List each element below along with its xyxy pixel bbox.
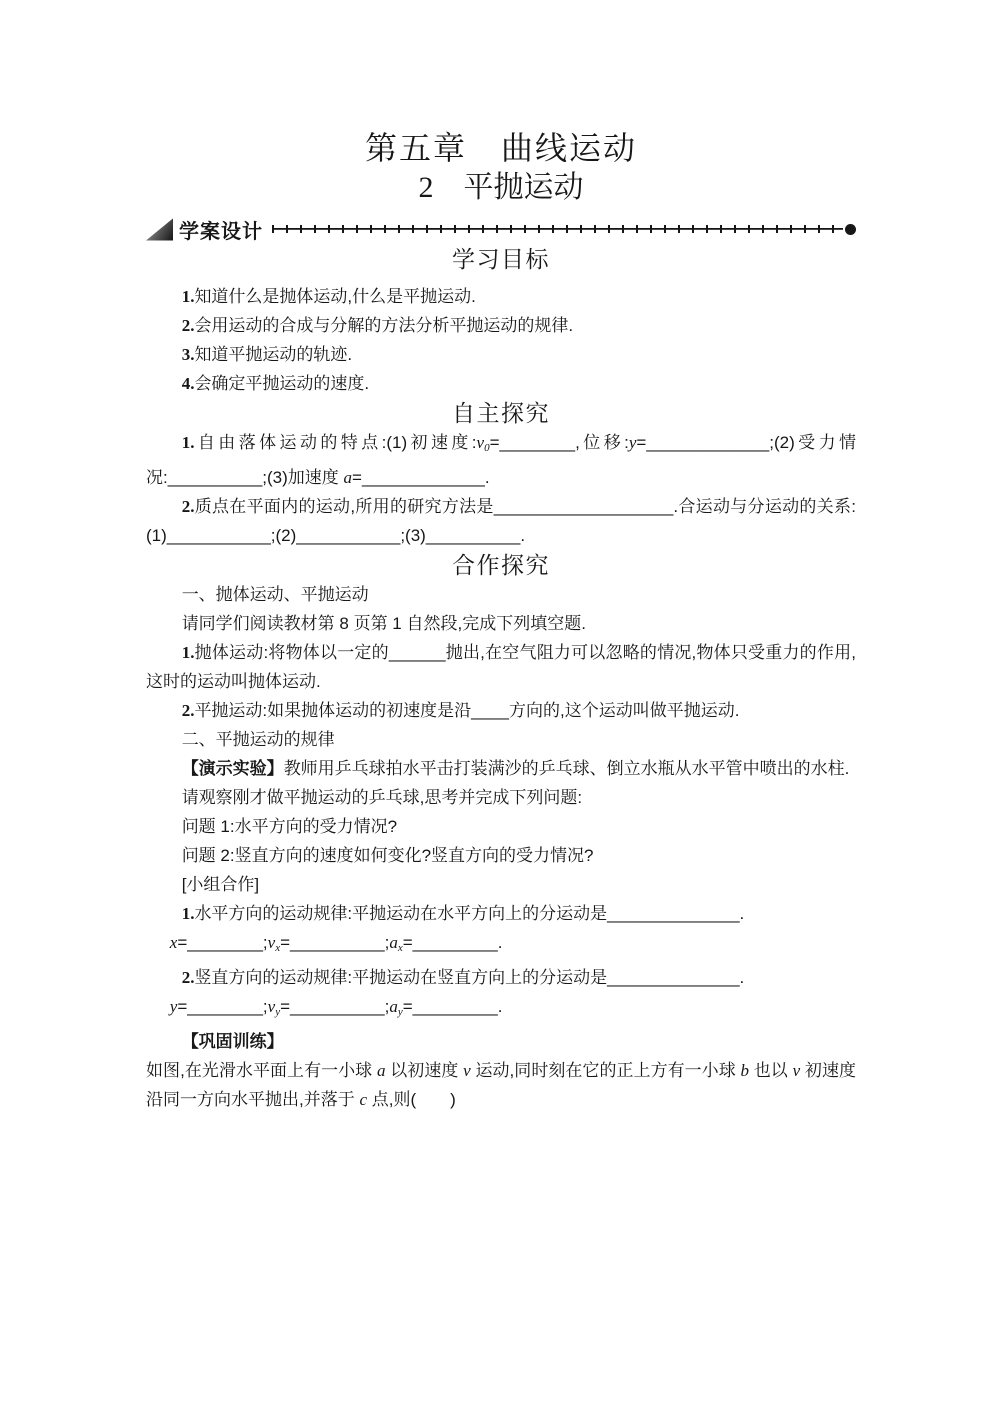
explore-item-2: 2.质点在平面内的运动,所用的研究方法是___________________.合运动与分运动的关系:(1)___________;(2)___________;(3)__________. (146, 497, 856, 545)
dash-dot-line (272, 223, 843, 235)
observe-instruction: 请观察刚才做平抛运动的乒乓球,思考并完成下列问题: (181, 788, 583, 807)
objective-item: 1.知道什么是抛体运动,什么是平抛运动. (181, 287, 476, 306)
vertical-formula-line: y=________;vy=__________;ay=_________. (169, 997, 503, 1018)
coop-subheading-1: 一、抛体运动、平抛运动 (181, 585, 369, 604)
worksheet-page (146, 0, 856, 1114)
question-1: 问题 1:水平方向的受力情况? (181, 817, 398, 836)
drill-heading: 【巩固训练】 (181, 1032, 284, 1051)
explore-item-1: 1.自由落体运动的特点:(1)初速度:v0=________,位移:y=_____________;(2)受力情况:__________;(3)加速度 a=_____________. (146, 433, 857, 487)
vertical-rule-item: 2.竖直方向的运动规律:平抛运动在竖直方向上的分运动是______________. (181, 968, 745, 987)
question-2: 问题 2:竖直方向的速度如何变化?竖直方向的受力情况? (181, 846, 594, 865)
objectives-list (146, 282, 856, 398)
coop-subheading-2: 二、平抛运动的规律 (181, 730, 335, 749)
reading-instruction: 请同学们阅读教材第 8 页第 1 自然段,完成下列填空题. (181, 614, 586, 633)
demo-experiment-paragraph: 【演示实验】教师用乒乓球拍水平击打装满沙的乒乓球、倒立水瓶从水平管中喷出的水柱. (181, 759, 850, 778)
coop-item-2: 2.平抛运动:如果抛体运动的初速度是沿____方向的,这个运动叫做平抛运动. (181, 701, 740, 720)
objective-item: 3.知道平抛运动的轨迹. (181, 345, 353, 364)
chapter-title: 第五章 曲线运动 (364, 130, 637, 166)
horizontal-rule-item: 1.水平方向的运动规律:平抛运动在水平方向上的分运动是______________. (181, 904, 745, 923)
coop-item-1: 1.抛体运动:将物体以一定的______抛出,在空气阻力可以忽略的情况,物体只受重力的作用,这时的运动叫抛体运动. (146, 643, 856, 691)
section-heading-explore: 自主探究 (452, 400, 550, 426)
drill-problem: 如图,在光滑水平面上有一小球 a 以初速度 v 运动,同时刻在它的正上方有一小球 b 也以 v 初速度沿同一方向水平抛出,并落于 c 点,则( ) (146, 1061, 856, 1109)
triangle-icon (146, 218, 173, 241)
banner-label: 学案设计 (179, 220, 263, 243)
banner (146, 214, 856, 244)
end-bullet-icon (845, 224, 856, 235)
objective-item: 4.会确定平抛运动的速度. (181, 374, 370, 393)
section-heading-coop: 合作探究 (452, 552, 550, 578)
lesson-title: 2 平抛运动 (418, 171, 584, 204)
group-work-label: [小组合作] (181, 875, 260, 894)
section-heading-objectives: 学习目标 (452, 246, 550, 272)
objective-item: 2.会用运动的合成与分解的方法分析平抛运动的规律. (181, 316, 574, 335)
horizontal-formula-line: x=________;vx=__________;ax=_________. (169, 933, 503, 954)
